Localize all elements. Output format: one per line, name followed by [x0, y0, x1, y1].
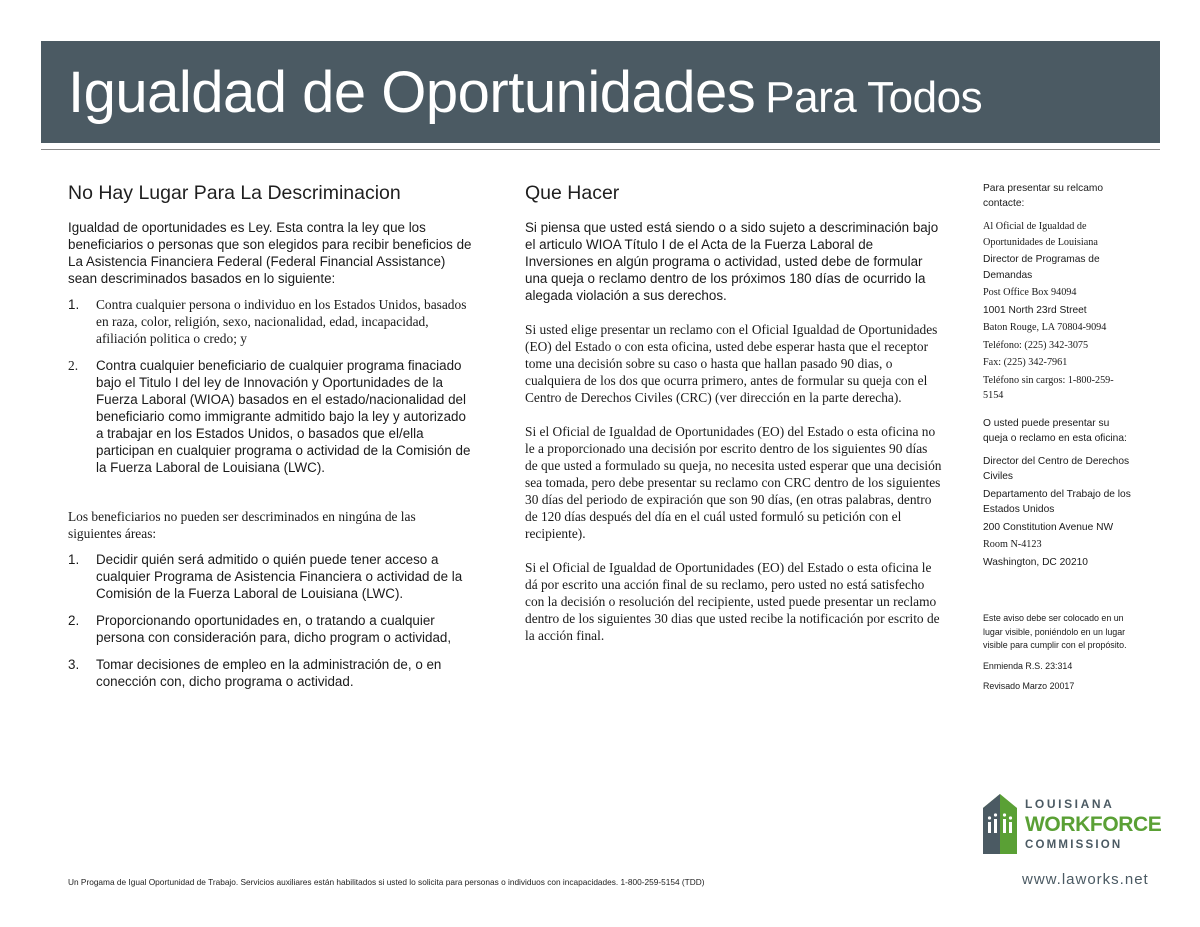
middle-paragraph-1: Si piensa que usted está siendo o a sido sujeto a descriminación bajo el articulo WIOA Título I de el Acta de la Fuerza Laboral de Inversiones en algún programa o actividad, usted debe de formular una queja o reclamo dentro de los próximos 180 días de ocurrido la alegada violación a sus derechos.	[525, 220, 939, 303]
right-column	[983, 181, 1133, 693]
list-text: Contra cualquier persona o individuo en los Estados Unidos, basados en raza, color, religión, sexo, nacionalidad, edad, incapacidad, afiliación politica o credo; y	[96, 297, 467, 346]
middle-paragraph-3: Si el Oficial de Igualdad de Oportunidades (EO) del Estado o esta oficina no le a proporcionado una decisión por escrito dentro de los siguientes 90 días de que usted a formulado su queja, no necesita usted esperar que una decisión sea tomada, pero debe presentar su reclamo con CRC dentro de los siguientes 30 días del periodo de expiración que son 90 días, (en otras palabras, dentro de 120 días después del día en el cuál usted formuló su petición con el recipiente).	[525, 424, 942, 541]
left-column	[68, 181, 472, 700]
revised-text: Revisado Marzo 20017	[983, 680, 1075, 691]
list-number: 3.	[68, 657, 80, 672]
left-intro-2: Los beneficiarios no pueden ser descriminados en ningúna de las siguientes áreas:	[68, 509, 416, 541]
list-text: Contra cualquier beneficiario de cualquier programa finaciado bajo el Titulo I del ley de Innovación y Oportunidades de la Fuerza Laboral (WIOA) basados en el estado/nacionalidad del beneficiario como immigrante admitido bajo la ley y autorizado a trabajar en los Estados Unidos, o basados que el/ella participan en cualquier programa o actividad de la Comisión de la Fuerza Laboral de Louisiana (LWC).	[96, 358, 471, 475]
logo-word-commission: COMMISSION	[1025, 839, 1123, 851]
list-text: Decidir quién será admitido o quién puede tener acceso a cualquier Programa de Asistencia Financiera o actividad de la Comisión de la Fuerza Laboral de Louisiana (LWC).	[96, 552, 463, 601]
divider-rule	[41, 149, 1160, 150]
contact-heading: Para presentar su relcamo contacte:	[983, 183, 1104, 209]
list-item	[68, 296, 472, 347]
list-item	[68, 357, 472, 476]
list-number: 2.	[68, 358, 79, 373]
building-icon	[981, 790, 1019, 854]
contact-fax: Fax: (225) 342-7961	[983, 357, 1068, 368]
list-item	[68, 612, 472, 646]
contact-line: Al Oficial de Igualdad de Oportunidades de Louisiana	[983, 221, 1098, 248]
areas-list	[68, 551, 472, 690]
contact-line: Washington, DC 20210	[983, 556, 1088, 568]
list-number: 1.	[68, 297, 80, 312]
title-banner	[41, 41, 1160, 143]
contact-line: Director de Programas de Demandas	[983, 254, 1100, 281]
list-number: 1.	[68, 552, 80, 567]
middle-paragraph-4: Si el Oficial de Igualdad de Oportunidades (EO) del Estado o esta oficina le dá por escrito una acción final de su reclamo, pero usted no está satisfecho con la decisión o resolución del recipiente, usted puede presentar un reclamo dentro de los siguientes 30 dias que usted recibe la notificación por escrito de la acción final.	[525, 560, 940, 643]
contact-tollfree: Teléfono sin cargos: 1-800-259-5154	[983, 374, 1114, 401]
contact-line: Baton Rouge, LA 70804-9094	[983, 322, 1107, 333]
footer-text: Un Progama de Igual Oportunidad de Trabajo. Servicios auxiliares están habilitados si usted lo solicita para personas o individuos con incapacidades. 1-800-259-5154 (TDD)	[68, 877, 705, 887]
lwc-logo	[981, 788, 1162, 858]
middle-paragraph-2: Si usted elige presentar un reclamo con el Oficial Igualdad de Oportunidades (EO) del Estado o con esta oficina, usted debe esperar hasta que el receptor tome una decisión sobre su caso o hasta que hallan pasado 90 dias, o cualquiera de los dos que ocurra primero, antes de formular su queja con el Centro de Derechos Civiles (CRC) (ver dirección en la parte derecha).	[525, 322, 938, 405]
page-title	[68, 59, 982, 126]
contact-line: 1001 North 23rd Street	[983, 304, 1087, 316]
discrimination-list	[68, 296, 472, 476]
website-link[interactable]: www.laworks.net	[1022, 871, 1149, 888]
logo-word-louisiana: LOUISIANA	[1025, 797, 1115, 811]
left-intro: Igualdad de oportunidades es Ley. Esta contra la ley que los beneficiarios o personas que son elegidos para recibir beneficios de La Asistencia Financiera Federal (Federal Financial Assistance) sean descriminados basados en lo siguiente:	[68, 220, 472, 286]
contact-block-2	[983, 454, 1133, 571]
contact-block-1	[983, 219, 1133, 404]
amendment-text: Enmienda R.S. 23:314	[983, 660, 1073, 671]
contact-line: Departamento del Trabajo de los Estados Unidos	[983, 488, 1131, 515]
title-main: Igualdad de Oportunidades	[68, 60, 756, 125]
contact-phone: Teléfono: (225) 342-3075	[983, 339, 1089, 351]
posting-notice: Este aviso debe ser colocado en un lugar visible, poniéndolo en un lugar visible para cumplir con el propósito.	[983, 613, 1127, 650]
contact2-heading: O usted puede presentar su queja o reclamo en esta oficina:	[983, 417, 1127, 444]
list-text: Proporcionando oportunidades en, o tratando a cualquier persona con consideración para, dicho program o actividad,	[96, 613, 452, 645]
title-sub: Para Todos	[765, 73, 983, 122]
logo-word-workforce: WORKFORCE	[1025, 813, 1162, 836]
contact-line: Post Office Box 94094	[983, 287, 1077, 298]
list-text: Tomar decisiones de empleo en la administración de, o en conección con, dicho programa o actividad.	[96, 657, 442, 689]
list-item	[68, 656, 472, 690]
middle-column	[525, 181, 943, 661]
middle-heading: Que Hacer	[525, 182, 620, 204]
contact-line: Room N-4123	[983, 539, 1042, 550]
list-number: 2.	[68, 613, 80, 628]
contact-line: 200 Constitution Avenue NW	[983, 521, 1114, 533]
contact-line: Director del Centro de Derechos Civiles	[983, 455, 1130, 482]
list-item	[68, 551, 472, 602]
left-heading: No Hay Lugar Para La Descriminacion	[68, 182, 401, 204]
